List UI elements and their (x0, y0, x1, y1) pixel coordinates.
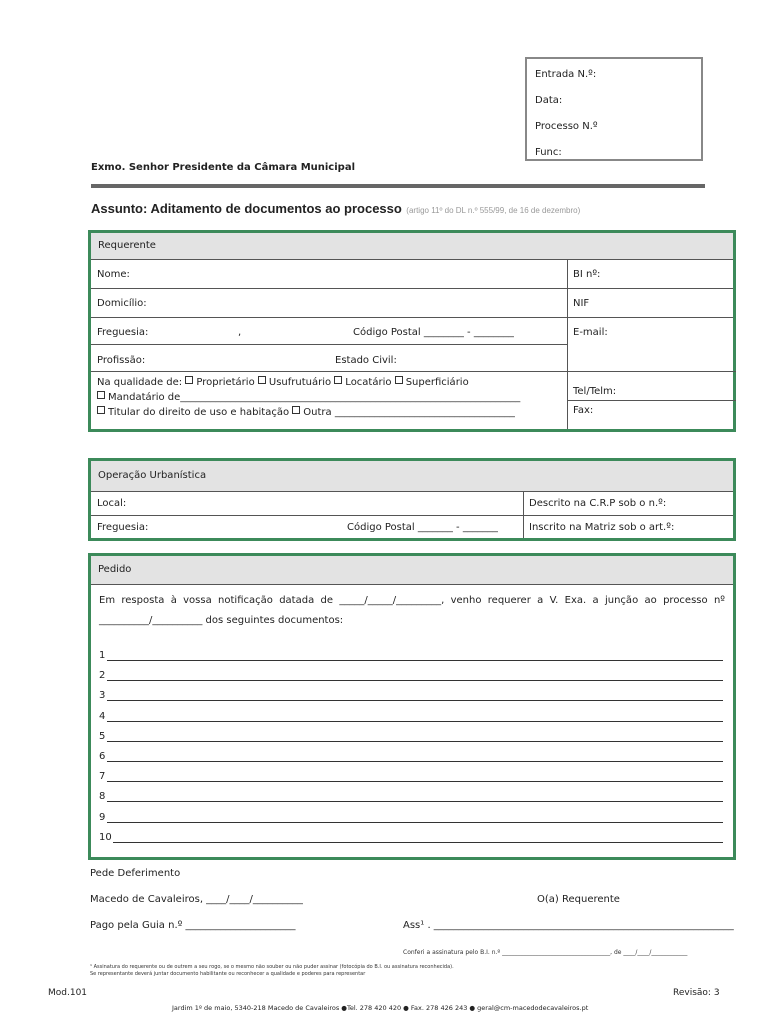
conferi-field[interactable]: Conferi a assinatura pelo B.I. n.º ____________________________________, de ____/____/____________ (403, 949, 688, 956)
document-line-field[interactable] (113, 842, 723, 843)
descrito-field[interactable]: Descrito na C.R.P sob o n.º: (529, 498, 667, 509)
subject-title: Assunto: Aditamento de documentos ao processo (91, 201, 402, 216)
codigo-postal-op-field[interactable]: Código Postal _______ - _______ (347, 522, 498, 533)
document-line-field[interactable] (107, 781, 723, 782)
document-line-field[interactable] (107, 822, 723, 823)
mod-label: Mod.101 (48, 988, 88, 998)
document-line-number: 5 (99, 730, 106, 742)
row-divider (91, 371, 736, 372)
footnote-1: ¹ Assinatura do requerente ou de outrem a seu rogo, se o mesmo não souber ou não puder assinar (fotocópia do B.I. ou assinatura reconhecida). (90, 964, 454, 970)
pedido-text: Em resposta à vossa notificação datada de _____/_____/_________, venho requerer a V. Exa. a junção ao processo nº __________/__________ dos seguintes documentos: (99, 595, 725, 626)
mandatario-checkbox[interactable] (97, 391, 105, 399)
revisao-label: Revisão: 3 (673, 988, 720, 998)
superficiario-checkbox[interactable] (395, 376, 403, 384)
email-field[interactable]: E-mail: (573, 327, 608, 338)
pede-deferimento: Pede Deferimento (90, 868, 181, 879)
document-line-number: 2 (99, 670, 106, 682)
locatario-checkbox[interactable] (334, 376, 342, 384)
func-label: Func: (535, 147, 562, 158)
superficiario-label: Superficiário (405, 377, 469, 388)
divider (91, 184, 705, 188)
mandatario-label[interactable]: Mandatário de____________________________________________________________________ (108, 392, 521, 403)
domicilio-field[interactable]: Domicílio: (97, 298, 147, 309)
locatario-label: Locatário (345, 377, 392, 388)
document-line-field[interactable] (107, 700, 723, 701)
pedido-section (88, 553, 736, 860)
document-line-field[interactable] (107, 680, 723, 681)
processo-label: Processo N.º (535, 121, 598, 132)
qualidade-label: Na qualidade de: (97, 377, 183, 388)
proprietario-checkbox[interactable] (185, 376, 193, 384)
local-field[interactable]: Local: (97, 498, 127, 509)
freguesia-row (91, 318, 733, 346)
nome-row (91, 260, 733, 289)
codigo-postal-field[interactable]: Código Postal ________ - ________ (353, 327, 514, 338)
document-line-field[interactable] (107, 721, 723, 722)
usufrutuario-label: Usufrutuário (268, 377, 332, 388)
document-line-number: 4 (99, 710, 106, 722)
usufrutuario-checkbox[interactable] (258, 376, 266, 384)
footnote-2: Se representante deverá juntar documento habilitante ou reconhecer a qualidade e poderes para representar (90, 971, 366, 977)
entrada-label: Entrada N.º: (535, 69, 597, 80)
inscrito-field[interactable]: Inscrito na Matriz sob o art.º: (529, 522, 675, 533)
freguesia-op-row (91, 516, 733, 539)
requerente-title: Requerente (91, 233, 733, 260)
local-data[interactable]: Macedo de Cavaleiros, ____/____/__________ (90, 894, 303, 905)
subject-note: (artigo 11º do DL n.º 555/99, de 16 de dezembro) (406, 206, 581, 215)
proprietario-label: Proprietário (196, 377, 255, 388)
document-line-number: 7 (99, 771, 106, 783)
document-line-number: 10 (99, 831, 112, 843)
signature-field[interactable]: Ass¹ . ____________________________________________________________ (403, 920, 734, 931)
freguesia-op-field[interactable]: Freguesia: (97, 522, 149, 533)
titular-checkbox[interactable] (97, 406, 105, 414)
document-line-number: 3 (99, 690, 106, 702)
document-line-number: 8 (99, 791, 106, 803)
estado-civil-field[interactable]: Estado Civil: (335, 355, 397, 366)
outra-checkbox[interactable] (292, 406, 300, 414)
local-row (91, 492, 733, 516)
document-line-field[interactable] (107, 801, 723, 802)
document-line-field[interactable] (107, 660, 723, 661)
requerente-signature-label: O(a) Requerente (537, 894, 620, 905)
operacao-section (88, 458, 736, 541)
guia-field[interactable]: Pago pela Guia n.º ______________________ (90, 920, 296, 931)
addressee: Exmo. Senhor Presidente da Câmara Municipal (91, 162, 355, 173)
profissao-row (91, 346, 733, 374)
document-line-number: 6 (99, 751, 106, 762)
document-line-number: 1 (99, 650, 106, 661)
nome-field[interactable]: Nome: (97, 269, 130, 280)
bi-field[interactable]: BI nº: (573, 269, 601, 280)
fax-field[interactable]: Fax: (573, 405, 594, 416)
domicilio-row (91, 289, 733, 318)
nif-field[interactable]: NIF (573, 298, 590, 309)
row-divider (91, 344, 567, 345)
profissao-field[interactable]: Profissão: (97, 355, 146, 366)
outra-label[interactable]: Outra ____________________________________ (303, 407, 515, 418)
tel-field[interactable]: Tel/Telm: (573, 386, 617, 397)
subject (91, 200, 580, 218)
freguesia-field[interactable]: Freguesia: (97, 327, 149, 338)
data-label: Data: (535, 95, 563, 106)
entry-box (525, 57, 703, 161)
qualidade-block (97, 375, 547, 420)
titular-label: Titular do direito de uso e habitação (108, 407, 290, 418)
footer-address: Jardim 1º de maio, 5340-218 Macedo de Cavaleiros ●Tel. 278 420 420 ● Fax. 278 426 243 ● geral@cm-macedodecavaleiros.pt (172, 1004, 589, 1012)
pedido-title: Pedido (91, 556, 733, 585)
document-line-field[interactable] (107, 761, 723, 762)
row-divider (567, 400, 736, 401)
requerente-section (88, 230, 736, 432)
document-line-number: 9 (99, 811, 106, 823)
operacao-title: Operação Urbanística (91, 461, 733, 492)
comma: , (238, 327, 242, 338)
document-line-field[interactable] (107, 741, 723, 742)
